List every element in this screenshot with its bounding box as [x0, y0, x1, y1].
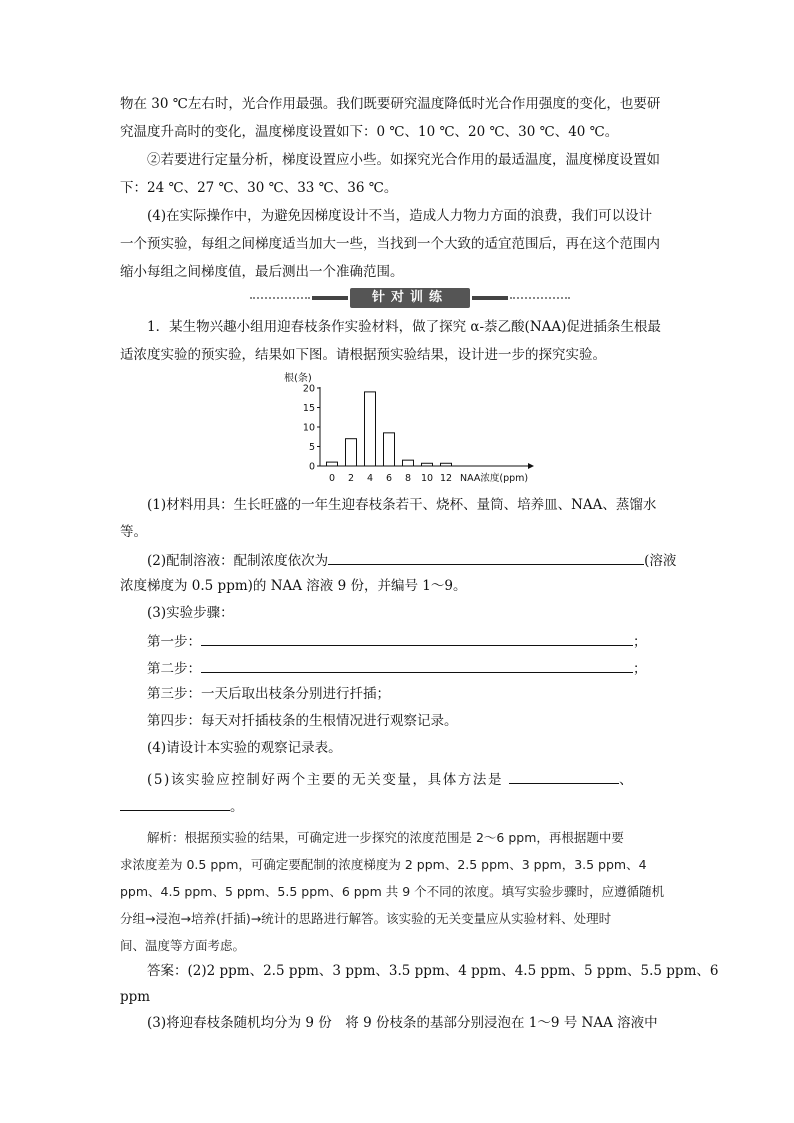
intro-line-7: 缩小每组之间梯度值，最后测出一个准确范围。	[120, 264, 404, 280]
item-4-line: (4)请设计本实验的观察记录表。	[147, 740, 342, 756]
answer-blank-concentrations[interactable]	[328, 550, 644, 565]
analysis-line-5: 间、温度等方面考虑。	[120, 938, 246, 953]
x-axis-arrow	[528, 463, 534, 469]
y-tick-label-0: 0	[308, 461, 315, 473]
item-5-separator: 、	[619, 772, 635, 788]
x-tick-label-6: 6	[385, 473, 393, 484]
bar-10	[422, 463, 433, 466]
question-line-1: 1．某生物兴趣小组用迎春枝条作实验材料，做了探究 α-萘乙酸(NAA)促进插条生根最	[147, 319, 661, 335]
question-line-2: 适浓度实验的预实验，结果如下图。请根据预实验结果，设计进一步的探究实验。	[120, 347, 606, 363]
item-1-line-2: 等。	[120, 524, 147, 540]
answer-line-2: ppm	[120, 989, 151, 1005]
item-2-line-1	[147, 550, 676, 570]
section-banner	[250, 288, 570, 308]
banner-bar-left	[312, 296, 348, 300]
answer-blank-variable-2[interactable]	[120, 796, 230, 811]
x-tick-label-10: 10	[420, 473, 434, 484]
y-tick-label-4: 20	[302, 383, 315, 395]
answer-line-3: (3)将迎春枝条随机均分为 9 份 将 9 份枝条的基部分别浸泡在 1～9 号 NAA 溶液中	[147, 1015, 658, 1031]
y-tick-label-2: 10	[302, 422, 315, 434]
answer-blank-step-2[interactable]	[201, 658, 633, 673]
item-2-suffix: (溶液	[644, 553, 677, 569]
item-5-line-1	[147, 769, 634, 789]
banner-dots-left	[250, 297, 310, 299]
bar-8	[403, 460, 414, 466]
analysis-line-4: 分组→浸泡→培养(扦插)→统计的思路进行解答。该实验的无关变量应从实验材料、处理时	[120, 911, 612, 926]
bar-6	[384, 433, 395, 466]
answer-blank-variable-1[interactable]	[509, 769, 619, 784]
bar-0	[327, 462, 338, 466]
x-tick-label-12: 12	[439, 473, 453, 484]
y-tick-label-3: 15	[302, 403, 315, 414]
x-tick-label-8: 8	[404, 473, 412, 484]
x-tick-label-2: 2	[347, 473, 355, 484]
bar-2	[346, 439, 357, 466]
banner-dots-right	[510, 297, 570, 299]
item-3-heading: (3)实验步骤：	[147, 605, 234, 621]
x-axis-label: NAA浓度(ppm)	[460, 473, 529, 484]
analysis-line-2: 求浓度差为 0.5 ppm，可确定要配制的浓度梯度为 2 ppm、2.5 ppm、3 ppm，3.5 ppm、4	[120, 857, 647, 872]
step-2-line	[147, 658, 647, 678]
y-tick-label-1: 5	[308, 442, 315, 453]
analysis-line-3: ppm、4.5 ppm、5 ppm、5.5 ppm、6 ppm 共 9 个不同的浓度。填写实验步骤时，应遵循随机	[120, 884, 665, 899]
intro-line-5: (4)在实际操作中，为避免因梯度设计不当，造成人力物力方面的浪费，我们可以设计	[147, 208, 653, 224]
step-2-semicolon: ；	[633, 661, 647, 677]
step-3-line: 第三步：一天后取出枝条分别进行扦插；	[147, 686, 390, 702]
analysis-line-1: 解析：根据预实验的结果，可确定进一步探究的浓度范围是 2～6 ppm，再根据题中要	[147, 830, 624, 845]
intro-line-3: ②若要进行定量分析，梯度设置应小些。如探究光合作用的最适温度，温度梯度设置如	[147, 152, 660, 168]
intro-line-6: 一个预实验，每组之间梯度适当加大一些，当找到一个大致的适宜范围后，再在这个范围内	[120, 236, 660, 252]
item-2-line-2: 浓度梯度为 0.5 ppm)的 NAA 溶液 9 份，并编号 1～9。	[120, 578, 467, 594]
intro-line-4: 下：24 ℃、27 ℃、30 ℃、33 ℃、36 ℃。	[120, 180, 398, 196]
answer-line-1: 答案：(2)2 ppm、2.5 ppm、3 ppm、3.5 ppm、4 ppm、4.5 ppm、5 ppm、5.5 ppm、6	[147, 963, 719, 979]
item-2-prefix: (2)配制溶液：配制浓度依次为	[147, 553, 329, 569]
item-1-line-1: (1)材料用具：生长旺盛的一年生迎春枝条若干、烧杯、量筒、培养皿、NAA、蒸馏水	[147, 497, 657, 513]
banner-title: 针对训练	[350, 288, 470, 308]
banner-bar-right	[472, 296, 508, 300]
step-1-semicolon: ；	[633, 634, 647, 650]
bar-4	[365, 392, 376, 466]
y-axis-label: 根(条)	[284, 373, 312, 384]
x-tick-label-0: 0	[328, 473, 336, 484]
step-4-line: 第四步：每天对扦插枝条的生根情况进行观察记录。	[147, 713, 458, 729]
intro-line-2: 究温度升高时的变化，温度梯度设置如下：0 ℃、10 ℃、20 ℃、30 ℃、40 ℃。	[120, 124, 619, 140]
intro-line-1: 物在 30 ℃左右时，光合作用最强。我们既要研究温度降低时光合作用强度的变化，也要研	[120, 96, 661, 112]
bar-12	[441, 463, 452, 466]
item-5-text: (5)该实验应控制好两个主要的无关变量，具体方法是	[147, 772, 504, 788]
step-1-label: 第一步：	[147, 634, 201, 650]
answer-blank-step-1[interactable]	[201, 631, 633, 646]
item-5-line-2	[120, 796, 244, 816]
step-1-line	[147, 631, 647, 651]
item-5-end: 。	[230, 799, 244, 815]
naa-bar-chart	[270, 368, 570, 488]
x-tick-label-4: 4	[366, 473, 374, 484]
step-2-label: 第二步：	[147, 661, 201, 677]
